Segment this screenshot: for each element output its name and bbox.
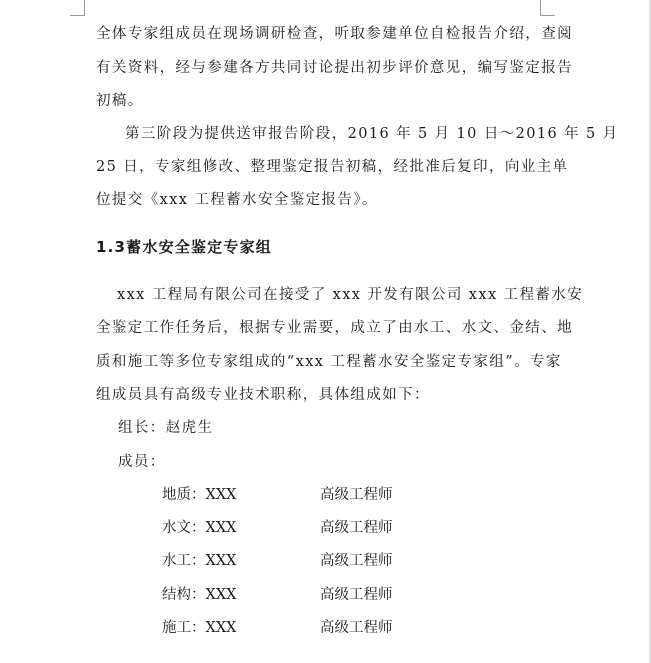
member-title: 高级工程师 xyxy=(320,487,393,503)
member-role: 水文：XXX xyxy=(162,520,237,536)
member-title: 高级工程师 xyxy=(320,620,393,636)
group-leader-line: 组长：赵虎生 xyxy=(118,420,214,436)
paragraph-line: 第三阶段为提供送审报告阶段，2016 年 5 月 10 日～2016 年 5 月 xyxy=(125,126,619,142)
paragraph-line: 有关资料，经与参建各方共同讨论提出初步评价意见，编写鉴定报告 xyxy=(96,60,573,76)
page-corner-mark-top-right-horizontal xyxy=(540,15,555,16)
member-role: 水工：XXX xyxy=(162,553,237,569)
paragraph-line: 全鉴定工作任务后，根据专业需要，成立了由水工、水文、金结、地 xyxy=(96,320,573,336)
paragraph-line: 质和施工等多位专家组成的“xxx 工程蓄水安全鉴定专家组”。专家 xyxy=(96,354,562,370)
paragraph-line: xxx 工程局有限公司在接受了 xxx 开发有限公司 xxx 工程蓄水安 xyxy=(117,287,584,303)
member-title: 高级工程师 xyxy=(320,587,393,603)
paragraph-line: 25 日，专家组修改、整理鉴定报告初稿，经批准后复印，向业主单 xyxy=(96,159,569,175)
member-role: 结构：XXX xyxy=(162,587,237,603)
member-role: 施工：XXX xyxy=(162,620,237,636)
page-corner-mark-top-left xyxy=(84,0,85,15)
paragraph-line: 初稿。 xyxy=(96,93,144,109)
section-heading: 1.3蓄水安全鉴定专家组 xyxy=(96,238,272,256)
members-label: 成员： xyxy=(118,454,166,470)
paragraph-line: 组成员具有高级专业技术职称，具体组成如下： xyxy=(96,387,430,403)
paragraph-line: 全体专家组成员在现场调研检查，听取参建单位自检报告介绍，查阅 xyxy=(96,26,573,42)
member-title: 高级工程师 xyxy=(320,553,393,569)
member-role: 地质：XXX xyxy=(162,487,237,503)
page-corner-mark-top-right xyxy=(540,0,541,15)
page-corner-mark-top-left-horizontal xyxy=(70,15,85,16)
member-title: 高级工程师 xyxy=(320,520,393,536)
paragraph-line: 位提交《xxx 工程蓄水安全鉴定报告》。 xyxy=(96,192,378,208)
